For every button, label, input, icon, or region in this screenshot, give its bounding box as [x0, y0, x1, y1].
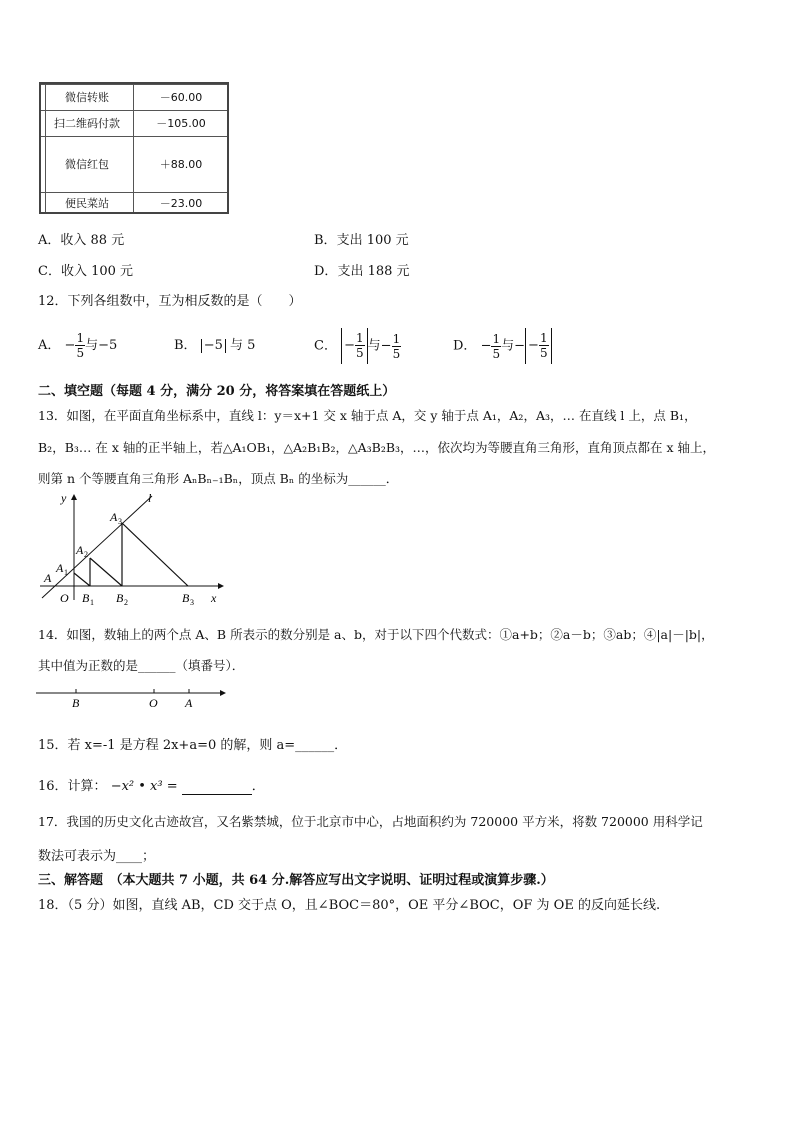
triangle-3-hypotenuse: [122, 523, 188, 586]
fraction-numerator: 1: [392, 331, 401, 346]
row-value: －60.00: [159, 91, 203, 104]
minus-sign: −: [480, 338, 492, 354]
fraction-denominator: 5: [356, 346, 364, 360]
option-term: −5: [203, 337, 223, 353]
with-word: 与: [85, 338, 99, 353]
triangle-1-hypotenuse: [74, 573, 90, 586]
q15: 15．若 x=-1 是方程 2x+a=0 的解，则 a=______．: [38, 738, 348, 753]
q11-option-d: [314, 260, 410, 279]
q13-line-2: B₂，B₃… 在 x 轴的正半轴上，若△A₁OB₁，△A₂B₁B₂，△A₃B₂B₃，…，依次均为等腰直角三角形，直角顶点都在 x 轴上，: [38, 440, 716, 455]
label-b1: B: [82, 591, 90, 605]
label-b3: B: [182, 591, 190, 605]
minus-sign: −: [528, 338, 539, 353]
fraction-numerator: 1: [356, 331, 364, 345]
q11-option-b: [314, 229, 409, 248]
with-word: 与: [230, 338, 244, 353]
row-label: 微信红包: [65, 158, 109, 171]
option-letter: D．: [453, 338, 477, 354]
row-value: －105.00: [156, 117, 206, 130]
label-b1-sub: 1: [90, 598, 94, 607]
minus-sign: −: [380, 338, 392, 354]
label-a: A: [44, 571, 52, 585]
q12-option-b: [174, 328, 255, 364]
payment-table: [39, 82, 229, 214]
point-o-label: O: [149, 696, 158, 710]
option-text: 支出 188 元: [337, 264, 410, 279]
q16-prefix: 16．计算：: [38, 779, 107, 794]
q12-option-d: [453, 328, 552, 365]
label-b2: B: [116, 591, 124, 605]
option-letter: B．: [174, 338, 197, 353]
q13-line-1: 13．如图，在平面直角坐标系中，直线 l：y＝x+1 交 x 轴于点 A，交 y 轴于点 A₁，A₂，A₃，… 在直线 l 上，点 B₁，: [38, 408, 697, 423]
fraction-denominator: 5: [76, 346, 85, 360]
q11-option-c: [38, 260, 133, 279]
q12-stem: 12．下列各组数中，互为相反数的是（ ）: [38, 294, 302, 309]
q16: [38, 775, 265, 795]
q14-line-2: 其中值为正数的是______（填番号）．: [38, 658, 245, 673]
answer-blank: [182, 779, 252, 795]
q17-line-2: 数法可表示为____；: [38, 849, 156, 864]
label-b2-sub: 2: [124, 598, 128, 607]
option-letter: A．: [38, 233, 61, 248]
q13-figure: [30, 488, 230, 608]
minus-sign: −: [344, 338, 355, 353]
section-heading-fill-blank: 二、填空题（每题 4 分，满分 20 分，将答案填在答题纸上）: [38, 384, 396, 399]
label-a2-sub: 2: [84, 550, 88, 559]
fraction-numerator: 1: [76, 331, 85, 345]
q16-expression: −x² • x³ =: [110, 779, 178, 794]
absolute-value: [341, 328, 368, 364]
label-l: l: [148, 491, 152, 505]
x-axis-arrow-icon: [218, 583, 224, 589]
table-row: [41, 84, 227, 111]
q12-option-a: [38, 328, 117, 364]
q14-line-1: 14．如图，数轴上的两个点 A、B 所表示的数分别是 a、b，对于以下四个代数式：①a+b；②a－b；③ab；④|a|－|b|，: [38, 627, 714, 642]
option-text: 收入 100 元: [60, 264, 134, 279]
q16-suffix: ．: [251, 779, 265, 794]
minus-sign: −: [514, 338, 526, 354]
fraction-denominator: 5: [539, 346, 548, 360]
fraction: [491, 332, 501, 361]
with-word: 与: [367, 338, 381, 354]
q14-number-line: [34, 683, 234, 713]
option-text: 支出 100 元: [336, 233, 409, 248]
label-b3-sub: 3: [190, 598, 194, 607]
q11-option-a: [38, 229, 124, 248]
label-y: y: [61, 491, 67, 505]
fraction: [539, 331, 549, 360]
option-term: 5: [247, 338, 256, 353]
label-a1: A: [56, 561, 64, 575]
fraction: [392, 332, 402, 361]
option-term: −5: [98, 338, 118, 353]
q17-line-1: 17．我国的历史文化古迹故宫，又名紫禁城，位于北京市中心，占地面积约为 720000 平方米，将数 720000 用科学记: [38, 814, 703, 829]
option-letter: A．: [38, 338, 61, 353]
point-a-label: A: [185, 696, 193, 710]
label-a3-sub: 3: [118, 517, 122, 526]
fraction-denominator: 5: [492, 346, 501, 361]
row-value: －23.00: [159, 197, 203, 210]
point-b-label: B: [72, 696, 80, 710]
fraction: [75, 331, 85, 360]
line-l: [42, 496, 152, 598]
minus-sign: −: [64, 338, 76, 353]
row-value: ＋88.00: [159, 158, 203, 171]
label-a3: A: [110, 510, 118, 524]
absolute-value: [525, 328, 552, 364]
option-letter: C．: [38, 264, 61, 279]
label-a2: A: [76, 543, 84, 557]
option-letter: C．: [314, 338, 337, 354]
table-row: [41, 136, 227, 193]
label-x: x: [211, 591, 217, 605]
row-label: 微信转账: [65, 91, 109, 104]
row-label: 便民菜站: [65, 197, 109, 210]
table-row: [41, 192, 227, 215]
section-heading-solve: 三、解答题 （本大题共 7 小题，共 64 分.解答应写出文字说明、证明过程或演算步骤.）: [38, 873, 554, 888]
option-letter: D．: [314, 264, 338, 279]
q13-line-3: 则第 n 个等腰直角三角形 AₙBₙ₋₁Bₙ，顶点 Bₙ 的坐标为______．: [38, 471, 399, 486]
absolute-value: [201, 339, 226, 353]
fraction: [355, 331, 365, 360]
fraction-numerator: 1: [492, 331, 501, 346]
triangle-2-hypotenuse: [90, 558, 122, 586]
label-o: O: [60, 591, 69, 605]
fraction-numerator: 1: [539, 331, 548, 345]
q12-option-c: [314, 328, 401, 365]
fraction-denominator: 5: [392, 346, 401, 361]
option-letter: B．: [314, 233, 337, 248]
y-axis-arrow-icon: [71, 494, 77, 500]
table-row: [41, 110, 227, 137]
number-line-arrow-icon: [220, 690, 226, 696]
row-label: 扫二维码付款: [54, 117, 120, 130]
q18: 18．（5 分）如图，直线 AB，CD 交于点 O，且∠BOC＝80°，OE 平分∠BOC，OF 为 OE 的反向延长线.: [38, 898, 661, 913]
option-text: 收入 88 元: [60, 233, 125, 248]
with-word: 与: [501, 338, 515, 354]
label-a1-sub: 1: [64, 568, 68, 577]
